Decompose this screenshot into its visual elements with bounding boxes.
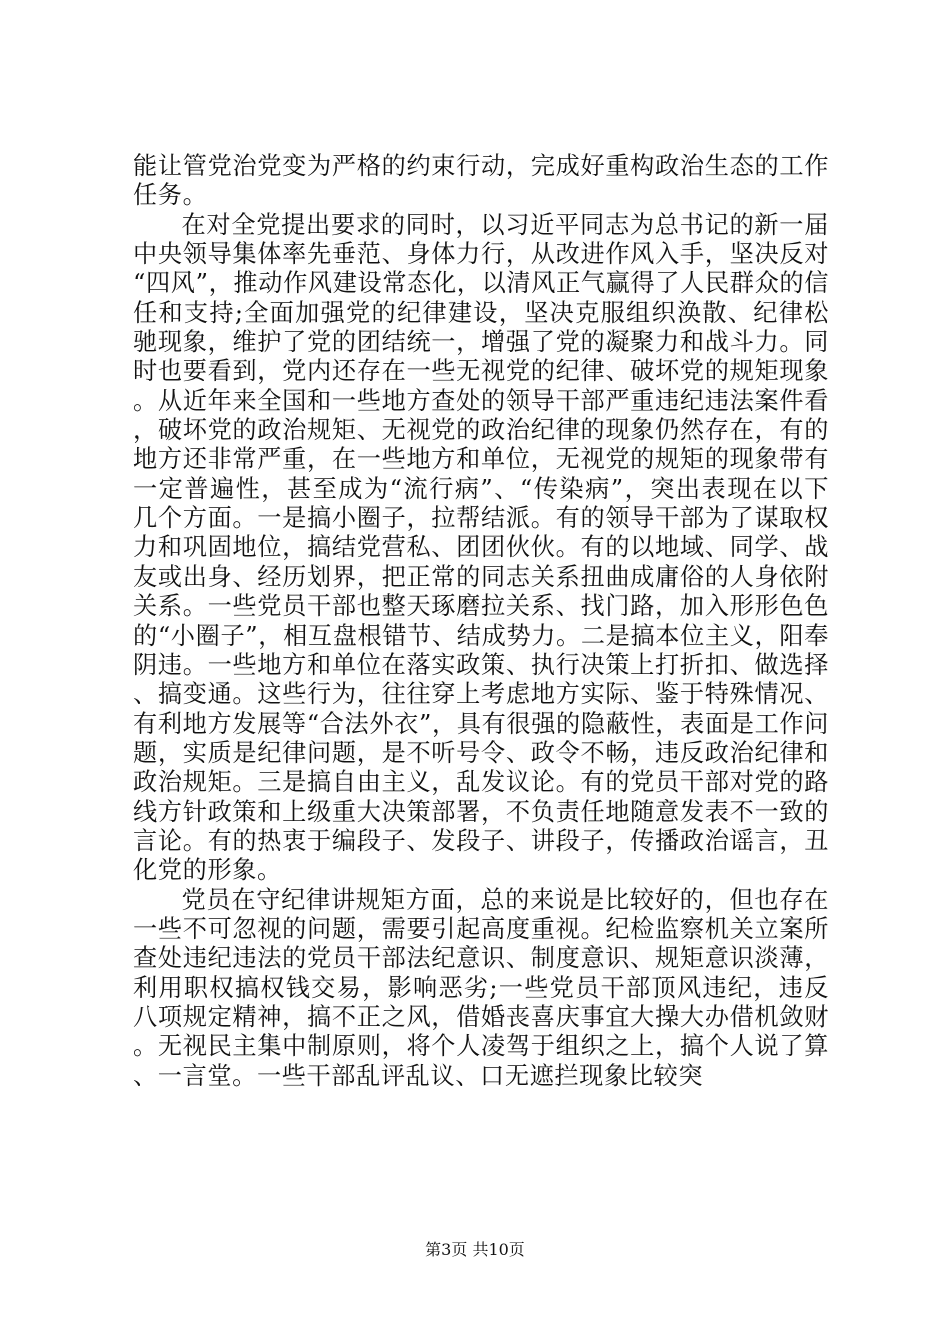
page-footer: 第3页 共10页 xyxy=(425,1240,525,1259)
document-body xyxy=(133,152,829,1091)
paragraph: 党员在守纪律讲规矩方面，总的来说是比较好的，但也存在一些不可忽视的问题，需要引起高度重视。纪检监察机关立案所查处违纪违法的党员干部法纪意识、制度意识、规矩意识淡薄，利用职权搞权钱交易，影响恶劣;一些党员干部顶风违纪，违反八项规定精神，搞不正之风，借婚丧喜庆事宜大操大办借机敛财。无视民主集中制原则，将个人凌驾于组织之上，搞个人说了算、一言堂。一些干部乱评乱议、口无遮拦现象比较突 xyxy=(133,885,829,1090)
paragraph-continuation: 能让管党治党变为严格的约束行动，完成好重构政治生态的工作任务。 xyxy=(133,152,829,210)
paragraph: 在对全党提出要求的同时，以习近平同志为总书记的新一届中央领导集体率先垂范、身体力行，从改进作风入手，坚决反对“四风”，推动作风建设常态化，以清风正气赢得了人民群众的信任和支持;全面加强党的纪律建设，坚决克服组织涣散、纪律松驰现象，维护了党的团结统一，增强了党的凝聚力和战斗力。同时也要看到，党内还存在一些无视党的纪律、破坏党的规矩现象。从近年来全国和一些地方查处的领导干部严重违纪违法案件看，破坏党的政治规矩、无视党的政治纪律的现象仍然存在，有的地方还非常严重，在一些地方和单位，无视党的规矩的现象带有一定普遍性，甚至成为“流行病”、“传染病”，突出表现在以下几个方面。一是搞小圈子，拉帮结派。有的领导干部为了谋取权力和巩固地位，搞结党营私、团团伙伙。有的以地域、同学、战友或出身、经历划界，把正常的同志关系扭曲成庸俗的人身依附关系。一些党员干部也整天琢磨拉关系、找门路，加入形形色色的“小圈子”，相互盘根错节、结成势力。二是搞本位主义，阳奉阴违。一些地方和单位在落实政策、执行决策上打折扣、做选择、搞变通。这些行为，往往穿上考虑地方实际、鉴于特殊情况、有利地方发展等“合法外衣”，具有很强的隐蔽性，表面是工作问题，实质是纪律问题，是不听号令、政令不畅，违反政治纪律和政治规矩。三是搞自由主义，乱发议论。有的党员干部对党的路线方针政策和上级重大决策部署，不负责任地随意发表不一致的言论。有的热衷于编段子、发段子、讲段子，传播政治谣言，丑化党的形象。 xyxy=(133,210,829,885)
